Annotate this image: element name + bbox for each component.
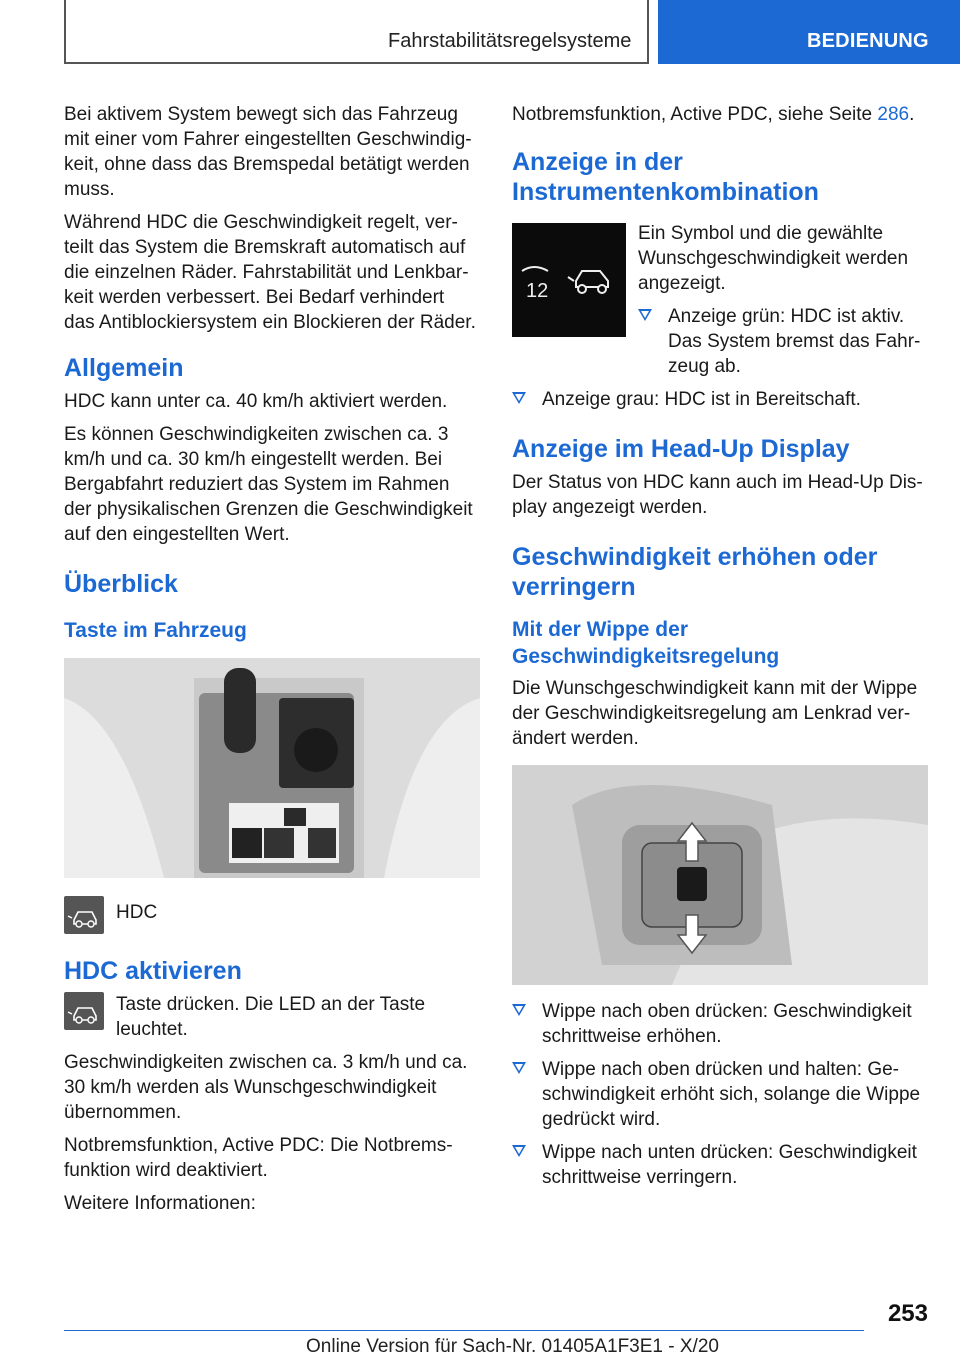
activate-row <box>64 992 480 1042</box>
list-item-text: Wippe nach oben drücken und halten: Ge‐schwindigkeit erhöht sich, solange die Wippe gedrückt wird. <box>542 1059 921 1130</box>
paragraph: HDC kann unter ca. 40 km/h aktiviert werden. <box>64 391 448 412</box>
heading-anzeige-kombi: Anzeige in der Instrumentenkombination <box>512 148 819 206</box>
paragraph-text: Notbremsfunktion, Active PDC, siehe Seite <box>512 104 878 125</box>
cluster-bullets <box>638 304 928 379</box>
page-reference-link[interactable]: 286 <box>877 104 910 125</box>
list-item-text: Anzeige grau: HDC ist in Bereitschaft. <box>542 389 861 410</box>
list-item <box>512 387 928 412</box>
steering-wheel-image <box>512 765 928 985</box>
list-item-text: Wippe nach oben drücken: Geschwindigkeit schrittweise erhöhen. <box>542 1001 912 1047</box>
paragraph: Taste drücken. Die LED an der Taste leuchtet. <box>116 994 426 1040</box>
paragraph: Während HDC die Geschwindigkeit regelt, ver‐teilt das System die Bremskraft automatisch auf die einzelnen Räder. Fahrstabilität und Lenkbar‐keit werden verbessert. Bei Bedarf verhindert das Antiblockiersystem ein Blockieren der Räder. <box>64 212 476 333</box>
list-item <box>512 1140 928 1190</box>
footer-divider <box>64 1330 864 1331</box>
triangle-bullet-icon <box>638 309 652 321</box>
paragraph: Ein Symbol und die gewählte Wunschgeschwindigkeit werden angezeigt. <box>638 223 909 294</box>
page-number: 253 <box>887 1300 928 1327</box>
heading-allgemein: Allgemein <box>64 354 184 382</box>
list-item <box>512 999 928 1049</box>
heading-geschwindigkeit: Geschwindigkeit erhöhen oder verringern <box>512 543 878 601</box>
triangle-bullet-icon <box>512 1004 526 1016</box>
list-item <box>512 1057 928 1132</box>
paragraph: Geschwindigkeiten zwischen ca. 3 km/h und ca. 30 km/h werden als Wunschgeschwindigkeit übernommen. <box>64 1052 468 1123</box>
footer-online-version: Online Version für Sach-Nr. 01405A1F3E1 - X/20 <box>306 1336 719 1357</box>
paragraph: Es können Geschwindigkeiten zwischen ca. 3 km/h und ca. 30 km/h eingestellt werden. Bei Bergabfahrt reduziert das System im Rahmen der physikalischen Grenzen die Geschwindigkeit auf den eingestellten Wert. <box>64 424 473 545</box>
list-item-text: Wippe nach unten drücken: Geschwindigkeit schrittweise verringern. <box>542 1142 917 1188</box>
heading-hud: Anzeige im Head-Up Display <box>512 435 850 463</box>
cluster-speed: 12 <box>526 280 549 302</box>
right-column <box>512 102 928 1198</box>
list-item <box>638 304 928 379</box>
paragraph: Die Wunschgeschwindigkeit kann mit der Wippe der Geschwindigkeitsregelung am Lenkrad ver‐ändert werden. <box>512 678 918 749</box>
heading-wippe: Mit der Wippe der Geschwindigkeitsregelung <box>512 618 780 668</box>
center-console-image <box>64 658 480 878</box>
paragraph-end: . <box>909 104 915 125</box>
cluster-row <box>512 221 928 379</box>
icon-caption: HDC <box>116 902 158 923</box>
triangle-bullet-icon <box>512 1145 526 1157</box>
left-column <box>64 102 480 1224</box>
section-title: Fahrstabilitätsregelsysteme <box>388 30 632 52</box>
hdc-descent-icon <box>64 992 104 1030</box>
paragraph: Notbremsfunktion, Active PDC: Die Notbrems‐funktion wird deaktiviert. <box>64 1135 453 1181</box>
list-item-text: Anzeige grün: HDC ist aktiv. Das System bremst das Fahr‐zeug ab. <box>668 306 921 377</box>
chapter-tab-label[interactable]: BEDIENUNG <box>807 30 929 52</box>
instrument-cluster-image <box>512 223 626 337</box>
hdc-legend-row <box>64 896 480 934</box>
paragraph: Bei aktivem System bewegt sich das Fahrzeug mit einer vom Fahrer eingestellten Geschwindig‐keit, ohne dass das Bremspedal betätigt werden muss. <box>64 104 472 200</box>
hdc-descent-icon <box>64 896 104 934</box>
paragraph: Weitere Informationen: <box>64 1193 256 1214</box>
triangle-bullet-icon <box>512 1062 526 1074</box>
triangle-bullet-icon <box>512 392 526 404</box>
paragraph: Der Status von HDC kann auch im Head-Up Dis‐play angezeigt werden. <box>512 472 923 518</box>
heading-hdc-aktivieren: HDC aktivieren <box>64 957 242 985</box>
paragraph <box>512 102 928 127</box>
heading-taste: Taste im Fahrzeug <box>64 619 247 642</box>
cluster-bullets-2 <box>512 387 928 412</box>
heading-ueberblick: Überblick <box>64 570 178 598</box>
wippe-bullets <box>512 999 928 1190</box>
